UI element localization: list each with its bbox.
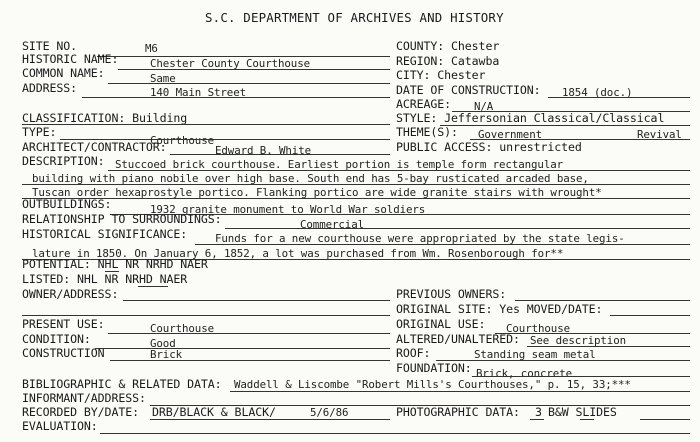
roof-label: ROOF: bbox=[396, 346, 431, 360]
historic-name-label: HISTORIC NAME: bbox=[22, 52, 119, 66]
type-value: Courthouse bbox=[150, 134, 215, 147]
significance-rule-1 bbox=[195, 244, 690, 245]
site-no-label: SITE NO. bbox=[22, 39, 78, 53]
relationship-line bbox=[225, 228, 690, 229]
description-line-2: building with piano nobile over high base. South end has 5-bay rusticated arcaded base, bbox=[32, 172, 589, 185]
evaluation-label: EVALUATION: bbox=[22, 419, 98, 433]
condition-label: CONDITION: bbox=[22, 332, 91, 346]
date-construction-label: DATE OF CONSTRUCTION: bbox=[396, 83, 541, 97]
theme-value-1: Government bbox=[478, 128, 543, 141]
county-label: COUNTY: Chester bbox=[396, 39, 500, 53]
recorded-date-value: 5/6/86 bbox=[310, 406, 349, 419]
outbuildings-value: 1932 granite monument to World War soldiers bbox=[150, 203, 426, 216]
description-line-1: Stuccoed brick courthouse. Earliest portion is temple form rectangular bbox=[115, 158, 564, 171]
type-label: TYPE: bbox=[22, 125, 57, 139]
listed-label: LISTED: NHL NR NRHD NAER bbox=[22, 272, 188, 286]
photographic-count-line bbox=[530, 419, 544, 420]
condition-value: Good bbox=[150, 337, 176, 350]
bibliographic-line bbox=[230, 391, 690, 392]
evaluation-line bbox=[100, 433, 690, 434]
historic-name-value: Chester County Courthouse bbox=[150, 57, 311, 70]
acreage-label: ACREAGE: bbox=[396, 97, 452, 111]
bw-slides-label: B&W SLIDES bbox=[548, 405, 617, 419]
original-use-value: Courthouse bbox=[506, 322, 571, 335]
photographic-label: PHOTOGRAPHIC DATA: bbox=[396, 405, 520, 419]
classification-line bbox=[22, 124, 390, 125]
significance-line-2: lature in 1850. On January 6, 1852, a lot was purchased from Wm. Rosenborough for** bbox=[32, 247, 564, 260]
foundation-line bbox=[472, 376, 690, 377]
potential-label: POTENTIAL: NHL NR NRHD NAER bbox=[22, 257, 208, 271]
common-name-value: Same bbox=[150, 72, 176, 85]
owner-address-line bbox=[123, 300, 390, 301]
relationship-value: Commercial bbox=[300, 218, 365, 231]
foundation-value: Brick, concrete bbox=[476, 367, 573, 380]
construction-label: CONSTRUCTION bbox=[22, 346, 105, 360]
theme-value-2: Revival bbox=[637, 128, 682, 141]
architect-value: Edward B. White bbox=[215, 144, 312, 157]
original-site-label: ORIGINAL SITE: Yes MOVED/DATE: bbox=[396, 302, 603, 316]
significance-line-1: Funds for a new courthouse were appropriated by the state legis- bbox=[215, 232, 625, 245]
public-access-label: PUBLIC ACCESS: unrestricted bbox=[396, 140, 582, 154]
roof-value: Standing seam metal bbox=[474, 348, 596, 361]
owner-address-line-2 bbox=[22, 315, 390, 316]
description-line-3: Tuscan order hexaprostyle portico. Flanking portico are wide granite stairs with wrought* bbox=[32, 186, 602, 199]
description-rule-1 bbox=[108, 170, 690, 171]
common-name-line bbox=[108, 83, 390, 84]
present-use-label: PRESENT USE: bbox=[22, 317, 105, 331]
significance-label: HISTORICAL SIGNIFICANCE: bbox=[22, 227, 188, 241]
present-use-value: Courthouse bbox=[150, 322, 215, 335]
city-label: CITY: Chester bbox=[396, 68, 486, 82]
altered-line bbox=[527, 346, 690, 347]
description-label: DESCRIPTION: bbox=[22, 154, 105, 168]
region-label: REGION: Catawba bbox=[396, 54, 500, 68]
present-use-line bbox=[108, 333, 390, 334]
photographic-count: 3 bbox=[535, 405, 542, 419]
original-use-label: ORIGINAL USE: bbox=[396, 317, 486, 331]
site-no-value: M6 bbox=[145, 42, 158, 55]
foundation-label: FOUNDATION: bbox=[396, 361, 472, 375]
date-construction-line bbox=[548, 97, 690, 98]
recorded-by-label: RECORDED BY/DATE: bbox=[22, 405, 139, 419]
owner-address-label: OWNER/ADDRESS: bbox=[22, 287, 119, 301]
bibliographic-value: Waddell & Liscombe "Robert Mills's Courthouses," p. 15, 33;*** bbox=[234, 378, 631, 391]
acreage-value: N/A bbox=[474, 100, 494, 113]
relationship-label: RELATIONSHIP TO SURROUNDINGS: bbox=[22, 212, 222, 226]
description-rule-2 bbox=[22, 184, 690, 185]
condition-line bbox=[95, 348, 390, 349]
common-name-label: COMMON NAME: bbox=[22, 66, 105, 80]
previous-owners-line bbox=[515, 300, 690, 301]
outbuildings-label: OUTBUILDINGS: bbox=[22, 197, 112, 211]
theme-label: THEME(S): bbox=[396, 125, 458, 139]
construction-value: Brick bbox=[150, 348, 183, 361]
construction-line bbox=[110, 360, 390, 361]
informant-label: INFORMANT/ADDRESS: bbox=[22, 391, 146, 405]
description-rule-3 bbox=[22, 198, 690, 199]
style-line bbox=[440, 125, 690, 126]
style-label: STYLE: Jeffersonian Classical/Classical bbox=[396, 111, 665, 125]
date-construction-value: 1854 (doc.) bbox=[562, 86, 633, 99]
address-value: 140 Main Street bbox=[150, 86, 247, 99]
address-line bbox=[82, 97, 390, 98]
listed-nrhd-underline bbox=[138, 286, 168, 287]
previous-owners-label: PREVIOUS OWNERS: bbox=[396, 287, 507, 301]
historic-name-line bbox=[118, 69, 390, 70]
bibliographic-label: BIBLIOGRAPHIC & RELATED DATA: bbox=[22, 377, 222, 391]
original-site-line bbox=[610, 315, 690, 316]
bw-line bbox=[580, 419, 594, 420]
recorded-by-value: DRB/BLACK & BLACK/ bbox=[152, 405, 276, 419]
roof-line bbox=[436, 360, 690, 361]
altered-value: See description bbox=[530, 334, 627, 347]
architect-line bbox=[170, 154, 390, 155]
slides-line bbox=[640, 419, 690, 420]
altered-label: ALTERED/UNALTERED: bbox=[396, 332, 520, 346]
address-label: ADDRESS: bbox=[22, 81, 78, 95]
architect-label: ARCHITECT/CONTRACTOR: bbox=[22, 140, 167, 154]
recorded-by-line bbox=[150, 419, 390, 420]
form-header: S.C. DEPARTMENT OF ARCHIVES AND HISTORY bbox=[205, 10, 504, 25]
classification-label: CLASSIFICATION: Building bbox=[22, 111, 188, 125]
